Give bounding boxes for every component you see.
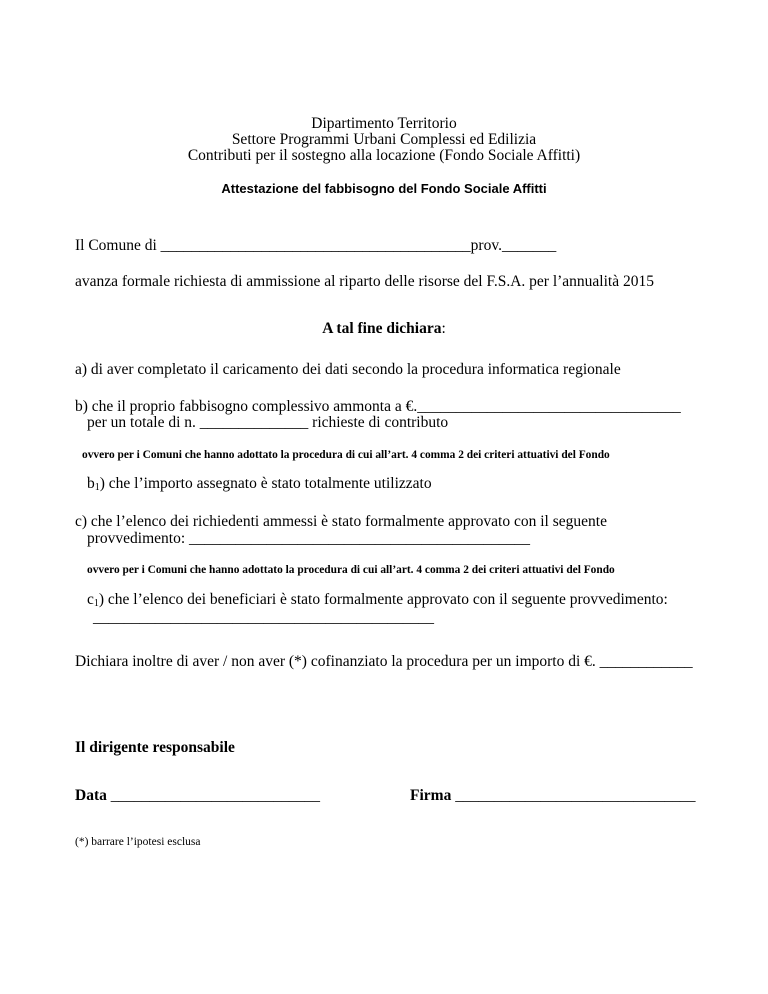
date-blank: ___________________________ [106, 787, 320, 804]
item-b-line1: b) che il proprio fabbisogno complessivo ammonta a €.__________________________________ [75, 398, 681, 415]
footnote: (*) barrare l’ipotesi esclusa [75, 836, 201, 848]
request-line: avanza formale richiesta di ammissione al riparto delle risorse del F.S.A. per l’annualità 2015 [75, 273, 654, 290]
manager-label: Il dirigente responsabile [75, 739, 235, 756]
ovvero-note-1: ovvero per i Comuni che hanno adottato la procedura di cui all’art. 4 comma 2 dei criteri attuativi del Fondo [82, 449, 610, 461]
signature-blank: _______________________________ [451, 787, 696, 804]
item-b1-subscript: 1 [94, 482, 100, 493]
item-b1 [87, 475, 432, 495]
item-b1-text: ) che l’importo assegnato è stato totalmente utilizzato [99, 475, 432, 492]
item-b1-prefix: b [87, 475, 95, 492]
sector-heading: Settore Programmi Urbani Complessi ed Edilizia [231, 131, 537, 148]
item-c1 [87, 591, 668, 611]
comune-line: Il Comune di ________________________________________prov._______ [75, 237, 557, 254]
item-c1-line2: ____________________________________________ [93, 609, 434, 626]
department-heading: Dipartimento Territorio [311, 115, 457, 132]
signature-label: Firma [410, 787, 452, 804]
date-field [75, 787, 320, 805]
item-a: a) di aver completato il caricamento dei dati secondo la procedura informatica regionale [75, 361, 621, 378]
item-c-line2: provvedimento: ____________________________________________ [87, 530, 531, 547]
contributions-heading: Contributi per il sostegno alla locazione (Fondo Sociale Affitti) [187, 147, 581, 164]
document-title: Attestazione del fabbisogno del Fondo Sociale Affitti [221, 181, 547, 196]
signature-field [410, 787, 695, 805]
item-c1-text: ) che l’elenco dei beneficiari è stato formalmente approvato con il seguente provvedimento: [98, 591, 668, 608]
item-b-line2: per un totale di n. ______________ richieste di contributo [87, 414, 449, 431]
item-c1-prefix: c [87, 591, 94, 608]
date-label: Data [75, 787, 107, 804]
item-c1-subscript: 1 [93, 598, 99, 609]
declares-colon: : [441, 320, 446, 337]
cofinancing-line: Dichiara inoltre di aver / non aver (*) cofinanziato la procedura per un importo di €. ____________ [75, 653, 693, 670]
ovvero-note-2: ovvero per i Comuni che hanno adottato la procedura di cui all’art. 4 comma 2 dei criteri attuativi del Fondo [87, 564, 615, 576]
declares-label: A tal fine dichiara [322, 320, 442, 337]
declares-heading [0, 320, 768, 338]
item-c-line1: c) che l’elenco dei richiedenti ammessi è stato formalmente approvato con il seguente [75, 513, 607, 530]
